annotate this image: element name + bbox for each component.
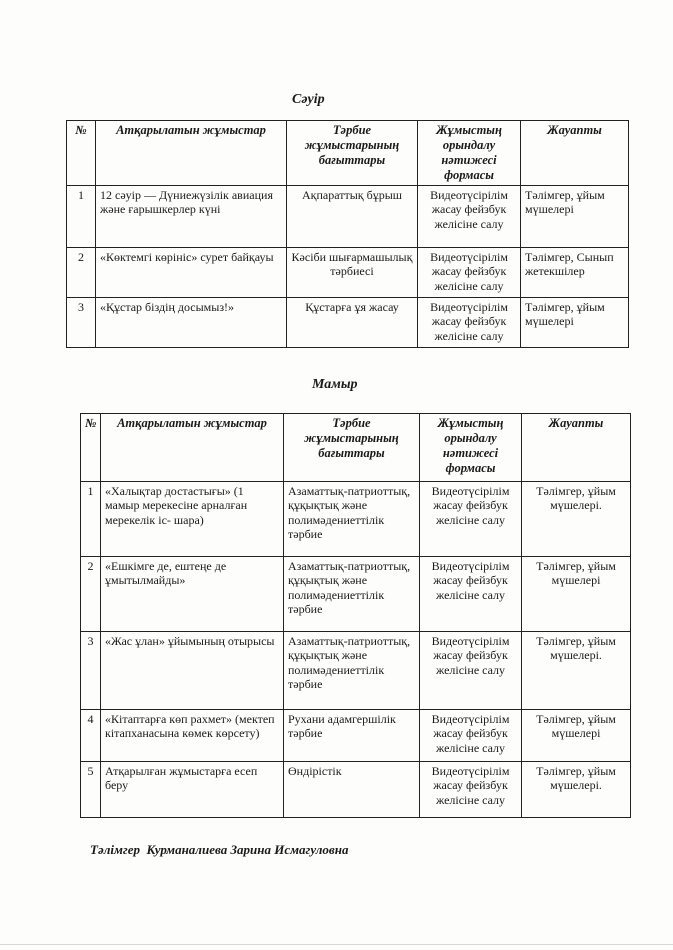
row-result: Видеотүсірілім жасау фейзбук желісіне салу — [420, 482, 522, 557]
table-row — [67, 298, 629, 348]
row-work: Атқарылған жұмыстарға есеп беру — [101, 762, 284, 818]
row-direction: Азаматтық-патриоттық, құқықтық және полимәдениеттілік тәрбие — [284, 482, 420, 557]
header-result-form: Жұмыстың орындалу нәтижесі формасы — [418, 121, 521, 186]
row-responsible: Тәлімгер, ұйым мүшелері — [522, 710, 631, 762]
header-number: № — [81, 414, 101, 482]
may-header-row — [81, 414, 631, 482]
row-direction: Азаматтық-патриоттық, құқықтық және полимәдениеттілік тәрбие — [284, 632, 420, 710]
may-table — [80, 413, 631, 818]
row-result: Видеотүсірілім жасау фейзбук желісіне салу — [420, 762, 522, 818]
row-number: 2 — [81, 557, 101, 632]
row-responsible: Тәлімгер, ұйым мүшелері — [522, 557, 631, 632]
table-row — [67, 248, 629, 298]
row-result: Видеотүсірілім жасау фейзбук желісіне салу — [420, 632, 522, 710]
row-result: Видеотүсірілім жасау фейзбук желісіне салу — [418, 248, 521, 298]
row-direction: Азаматтық-патриоттық, құқықтық және полимәдениеттілік тәрбие — [284, 557, 420, 632]
header-responsible: Жауапты — [522, 414, 631, 482]
row-work: «Кітаптарға көп рахмет» (мектеп кітапханасына көмек көрсету) — [101, 710, 284, 762]
table-row — [81, 762, 631, 818]
header-work: Атқарылатын жұмыстар — [96, 121, 287, 186]
row-number: 4 — [81, 710, 101, 762]
row-work: «Құстар біздің досымыз!» — [96, 298, 287, 348]
header-direction: Тәрбие жұмыстарының бағыттары — [284, 414, 420, 482]
row-number: 2 — [67, 248, 96, 298]
table-row — [81, 632, 631, 710]
row-result: Видеотүсірілім жасау фейзбук желісіне салу — [420, 557, 522, 632]
row-work: «Халықтар достастығы» (1 мамыр мерекесіне арналған мерекелік іс- шара) — [101, 482, 284, 557]
may-section-title: Мамыр — [312, 377, 358, 392]
row-responsible: Тәлімгер, ұйым мүшелері — [521, 298, 629, 348]
row-work: 12 сәуір — Дүниежүзілік авиация және ғарышкерлер күні — [96, 186, 287, 248]
april-section-title: Сәуір — [292, 92, 325, 107]
row-number: 3 — [67, 298, 96, 348]
row-result: Видеотүсірілім жасау фейзбук желісіне салу — [420, 710, 522, 762]
row-number: 1 — [67, 186, 96, 248]
scan-edge-divider — [0, 944, 673, 945]
row-work: «Ешкімге де, ештеңе де ұмытылмайды» — [101, 557, 284, 632]
row-responsible: Тәлімгер, ұйым мүшелері. — [522, 632, 631, 710]
row-responsible: Тәлімгер, Сынып жетекшілер — [521, 248, 629, 298]
row-direction: Ақпараттық бұрыш — [287, 186, 418, 248]
row-responsible: Тәлімгер, ұйым мүшелері. — [522, 762, 631, 818]
table-row — [81, 482, 631, 557]
table-row — [81, 710, 631, 762]
row-work: «Жас ұлан» ұйымының отырысы — [101, 632, 284, 710]
header-result-form: Жұмыстың орындалу нәтижесі формасы — [420, 414, 522, 482]
row-direction: Өндірістік — [284, 762, 420, 818]
april-header-row — [67, 121, 629, 186]
row-result: Видеотүсірілім жасау фейзбук желісіне салу — [418, 186, 521, 248]
signature-line: Тәлімгер Курманалиева Зарина Исмагуловна — [90, 842, 349, 857]
row-direction: Кәсіби шығармашылық тәрбиесі — [287, 248, 418, 298]
row-number: 3 — [81, 632, 101, 710]
april-table — [66, 120, 629, 348]
row-number: 5 — [81, 762, 101, 818]
table-row — [67, 186, 629, 248]
row-direction: Рухани адамгершілік тәрбие — [284, 710, 420, 762]
row-result: Видеотүсірілім жасау фейзбук желісіне салу — [418, 298, 521, 348]
table-row — [81, 557, 631, 632]
header-direction: Тәрбие жұмыстарының бағыттары — [287, 121, 418, 186]
row-responsible: Тәлімгер, ұйым мүшелері. — [522, 482, 631, 557]
header-work: Атқарылатын жұмыстар — [101, 414, 284, 482]
row-number: 1 — [81, 482, 101, 557]
header-responsible: Жауапты — [521, 121, 629, 186]
row-work: «Көктемгі көрініс» сурет байқауы — [96, 248, 287, 298]
row-direction: Құстарға ұя жасау — [287, 298, 418, 348]
header-number: № — [67, 121, 96, 186]
row-responsible: Тәлімгер, ұйым мүшелері — [521, 186, 629, 248]
